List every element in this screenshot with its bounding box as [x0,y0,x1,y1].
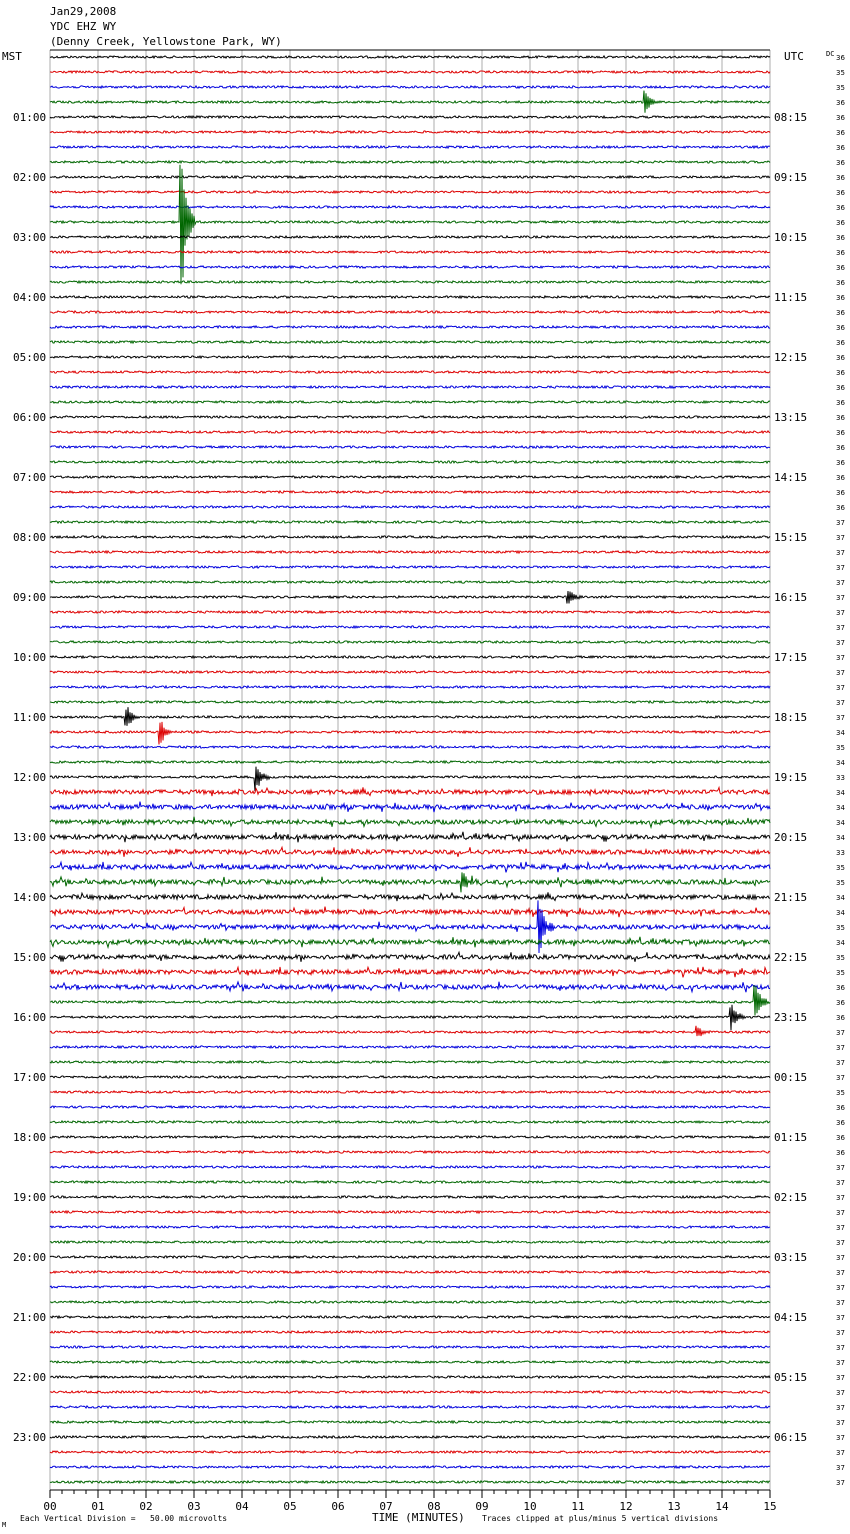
seismic-trace-row [50,206,770,208]
clip-note: Traces clipped at plus/minus 5 vertical divisions [482,1514,719,1523]
seismic-trace-row [50,591,770,603]
dc-value: 37 [836,654,845,662]
dc-value: 36 [836,429,845,437]
dc-value: 36 [836,174,845,182]
seismic-trace-row [50,161,770,163]
right-hour-label: 06:15 [774,1431,808,1444]
seismic-trace-row [50,1166,770,1168]
seismic-trace-row [50,707,770,726]
dc-value: 36 [836,1119,845,1127]
seismic-trace-row [50,1376,770,1378]
dc-value: 36 [836,249,845,257]
dc-value: 36 [836,219,845,227]
dc-value: 36 [836,99,845,107]
right-hour-label: 02:15 [774,1191,808,1204]
seismic-trace-row [50,1481,770,1483]
seismic-trace-row [50,907,770,918]
seismic-trace-row [50,1076,770,1078]
left-hour-label: 05:00 [13,351,47,364]
dc-value: 36 [836,324,845,332]
dc-value: 35 [836,69,845,77]
left-hour-label: 19:00 [13,1191,47,1204]
x-tick-label: 08 [427,1500,441,1513]
seismic-trace-row [50,1026,770,1036]
seismic-trace-row [50,191,770,193]
seismic-trace-row [50,1451,770,1453]
dc-value: 36 [836,204,845,212]
seismic-trace-row [50,146,770,148]
dc-value: 36 [836,1134,845,1142]
dc-value: 37 [836,1044,845,1052]
seismic-trace-row [50,236,770,238]
seismic-trace-row [50,71,770,73]
seismic-trace-row [50,1331,770,1333]
seismic-trace-row [50,326,770,328]
seismic-trace-row [50,1271,770,1273]
x-tick-label: 10 [523,1500,537,1513]
dc-value: 37 [836,1254,845,1262]
dc-value: 36 [836,984,845,992]
seismic-trace-row [50,611,770,613]
right-timezone-label: UTC [784,50,804,63]
dc-value: 33 [836,774,845,782]
left-hour-label: 04:00 [13,291,47,304]
seismic-trace-row [50,761,770,763]
dc-value: 37 [836,1314,845,1322]
right-hour-label: 13:15 [774,411,808,424]
left-hour-label: 01:00 [13,111,47,124]
dc-value: 37 [836,1164,845,1172]
seismic-trace-row [50,521,770,523]
left-hour-label: 21:00 [13,1311,47,1324]
seismic-trace-row [50,1046,770,1048]
right-hour-label: 19:15 [774,771,808,784]
left-hour-label: 20:00 [13,1251,47,1264]
seismic-trace-row [50,116,770,118]
right-hour-label: 23:15 [774,1011,808,1024]
seismic-trace-row [50,131,770,133]
dc-value: 37 [836,639,845,647]
seismic-trace-row [50,251,770,253]
dc-value: 36 [836,459,845,467]
seismic-trace-row [50,967,770,978]
dc-value: 36 [836,294,845,302]
header-station: YDC EHZ WY [50,20,117,33]
seismic-trace-row [50,985,770,1015]
dc-value: 34 [836,789,845,797]
dc-value: 37 [836,699,845,707]
seismic-trace-row [50,341,770,343]
dc-value: 37 [836,1479,845,1487]
dc-value: 37 [836,1269,845,1277]
corner-mark: M [2,1521,7,1529]
dc-value: 36 [836,129,845,137]
dc-value: 35 [836,84,845,92]
seismic-trace-row [50,1151,770,1153]
seismic-trace-row [50,1256,770,1258]
dc-value: 36 [836,279,845,287]
header-location: (Denny Creek, Yellowstone Park, WY) [50,35,282,48]
seismic-trace-row [50,1361,770,1363]
dc-value: 37 [836,1029,845,1037]
x-tick-label: 03 [187,1500,201,1513]
seismic-trace-row [50,446,770,448]
seismic-trace-row [50,566,770,568]
dc-value: 36 [836,1104,845,1112]
left-hour-label: 22:00 [13,1371,47,1384]
dc-value: 36 [836,474,845,482]
seismic-trace-row [50,1005,770,1030]
dc-value: 37 [836,1419,845,1427]
seismic-trace-row [50,872,770,892]
x-tick-label: 00 [43,1500,57,1513]
seismic-trace-row [50,551,770,553]
seismic-trace-row [50,1406,770,1408]
seismic-trace-row [50,1436,770,1438]
seismic-trace-row [50,416,770,418]
left-hour-label: 08:00 [13,531,47,544]
seismic-trace-row [50,701,770,703]
right-hour-label: 11:15 [774,291,808,304]
dc-value: 37 [836,624,845,632]
seismic-trace-row [50,817,770,828]
dc-value: 37 [836,549,845,557]
x-tick-label: 14 [715,1500,729,1513]
dc-value: 34 [836,759,845,767]
left-hour-label: 06:00 [13,411,47,424]
dc-value: 34 [836,894,845,902]
x-tick-label: 05 [283,1500,297,1513]
right-hour-label: 22:15 [774,951,808,964]
right-hour-label: 04:15 [774,1311,808,1324]
x-axis-title: TIME (MINUTES) [372,1511,465,1524]
seismic-trace-row [50,461,770,463]
x-tick-label: 12 [619,1500,633,1513]
seismic-trace-row [50,266,770,268]
dc-value: 37 [836,609,845,617]
dc-value: 37 [836,1434,845,1442]
dc-value: 37 [836,1284,845,1292]
dc-value: 37 [836,1179,845,1187]
right-hour-label: 17:15 [774,651,808,664]
dc-value: 37 [836,1344,845,1352]
left-timezone-label: MST [2,50,22,63]
seismic-trace-row [50,686,770,688]
right-hour-label: 00:15 [774,1071,808,1084]
dc-value: 37 [836,594,845,602]
dc-value: 35 [836,969,845,977]
dc-value: 35 [836,744,845,752]
dc-value: 37 [836,669,845,677]
seismic-trace-row [50,1301,770,1303]
seismic-trace-row [50,937,770,948]
seismic-trace-row [50,56,770,58]
dc-value: 37 [836,1359,845,1367]
dc-value: 37 [836,1194,845,1202]
right-hour-label: 10:15 [774,231,808,244]
dc-value: 37 [836,1464,845,1472]
x-tick-label: 02 [139,1500,153,1513]
seismic-trace-row [50,1226,770,1228]
seismic-trace-row [50,1241,770,1243]
header-date: Jan29,2008 [50,5,117,18]
seismic-trace-row [50,1421,770,1423]
dc-value: 36 [836,504,845,512]
dc-value: 37 [836,519,845,527]
seismic-trace-row [50,491,770,493]
seismic-trace-row [50,1346,770,1348]
left-hour-label: 03:00 [13,231,47,244]
x-tick-label: 06 [331,1500,345,1513]
seismic-trace-row [50,671,770,673]
dc-value: 36 [836,399,845,407]
seismic-trace-row [50,1061,770,1063]
left-hour-label: 07:00 [13,471,47,484]
seismic-trace-row [50,832,770,843]
dc-value: 34 [836,834,845,842]
seismic-trace-row [50,296,770,298]
dc-value: 36 [836,114,845,122]
dc-value: 36 [836,234,845,242]
left-hour-label: 12:00 [13,771,47,784]
right-hour-label: 09:15 [774,171,808,184]
x-tick-label: 15 [763,1500,777,1513]
seismic-trace-row [50,356,770,358]
seismic-trace-row [50,1196,770,1198]
x-tick-label: 13 [667,1500,681,1513]
dc-value: 36 [836,264,845,272]
seismic-trace-row [50,892,770,901]
dc-value: 34 [836,939,845,947]
seismic-trace-row [50,431,770,433]
dc-value: 36 [836,1014,845,1022]
seismic-trace-row [50,656,770,658]
dc-value: 36 [836,489,845,497]
seismic-trace-row [50,371,770,373]
seismic-trace-row [50,401,770,403]
left-hour-label: 02:00 [13,171,47,184]
dc-value: 34 [836,819,845,827]
dc-value: 37 [836,1209,845,1217]
dc-value: 37 [836,1374,845,1382]
x-tick-label: 04 [235,1500,249,1513]
left-hour-label: 13:00 [13,831,47,844]
dc-value: 37 [836,534,845,542]
dc-value: 37 [836,684,845,692]
dc-value: 37 [836,579,845,587]
dc-value: 36 [836,339,845,347]
seismic-trace-row [50,722,770,745]
seismic-trace-row [50,641,770,643]
dc-value: 34 [836,729,845,737]
left-hour-label: 18:00 [13,1131,47,1144]
left-hour-label: 14:00 [13,891,47,904]
seismic-trace-row [50,1121,770,1123]
dc-value: 37 [836,564,845,572]
seismic-trace-row [50,952,770,962]
dc-value: 36 [836,189,845,197]
seismic-trace-row [50,1106,770,1108]
right-hour-label: 16:15 [774,591,808,604]
dc-value: 36 [836,144,845,152]
dc-value: 35 [836,864,845,872]
x-tick-label: 07 [379,1500,393,1513]
left-hour-label: 17:00 [13,1071,47,1084]
dc-value: 37 [836,1389,845,1397]
seismic-trace-row [50,802,770,813]
right-hour-label: 03:15 [774,1251,808,1264]
left-hour-label: 23:00 [13,1431,47,1444]
dc-value: 37 [836,1404,845,1412]
right-hour-label: 21:15 [774,891,808,904]
right-hour-label: 01:15 [774,1131,808,1144]
seismic-trace-row [50,176,770,178]
right-hour-label: 08:15 [774,111,808,124]
right-hour-label: 14:15 [774,471,808,484]
dc-value: 37 [836,1299,845,1307]
seismic-trace-row [50,1181,770,1183]
seismic-trace-row [50,1286,770,1288]
dc-value: 36 [836,1149,845,1157]
x-tick-label: 11 [571,1500,585,1513]
dc-value: 37 [836,714,845,722]
seismic-trace-row [50,386,770,388]
right-hour-label: 15:15 [774,531,808,544]
seismic-trace-row [50,1091,770,1093]
x-tick-label: 09 [475,1500,489,1513]
dc-value: 37 [836,1239,845,1247]
dc-value: 35 [836,954,845,962]
seismic-trace-row [50,1136,770,1138]
right-hour-label: 12:15 [774,351,808,364]
dc-value: 36 [836,54,845,62]
dc-value: 36 [836,999,845,1007]
dc-value: 36 [836,369,845,377]
seismic-trace-row [50,536,770,538]
seismic-trace-row [50,311,770,313]
left-hour-label: 15:00 [13,951,47,964]
dc-value: 35 [836,1089,845,1097]
dc-value: 36 [836,354,845,362]
dc-value: 37 [836,1074,845,1082]
seismic-trace-row [50,767,770,792]
dc-value: 34 [836,804,845,812]
left-hour-label: 09:00 [13,591,47,604]
dc-value: 37 [836,1224,845,1232]
dc-value: 36 [836,309,845,317]
left-hour-label: 16:00 [13,1011,47,1024]
seismic-trace-row [50,626,770,628]
dc-column-label: DC [826,50,835,58]
left-hour-label: 11:00 [13,711,47,724]
seismic-trace-row [50,91,770,113]
seismic-trace-row [50,982,770,993]
seismic-trace-row [50,1211,770,1213]
seismic-trace-row [50,165,770,284]
dc-value: 36 [836,384,845,392]
seismic-trace-row [50,787,770,796]
dc-value: 37 [836,1449,845,1457]
x-tick-label: 01 [91,1500,105,1513]
seismic-trace-row [50,746,770,748]
seismic-trace-row [50,506,770,508]
dc-value: 33 [836,849,845,857]
right-hour-label: 18:15 [774,711,808,724]
dc-value: 35 [836,924,845,932]
seismic-trace-row [50,86,770,88]
seismic-trace-row [50,1391,770,1393]
right-hour-label: 20:15 [774,831,808,844]
dc-value: 36 [836,444,845,452]
dc-value: 34 [836,909,845,917]
scale-note: Each Vertical Division = 50.00 microvolts [20,1514,228,1523]
seismic-trace-row [50,1466,770,1468]
right-hour-label: 05:15 [774,1371,808,1384]
seismic-trace-row [50,476,770,478]
seismic-trace-row [50,862,770,873]
seismic-trace-row [50,847,770,857]
seismic-trace-row [50,581,770,583]
dc-value: 36 [836,159,845,167]
dc-value: 35 [836,879,845,887]
seismic-trace-row [50,281,770,283]
dc-value: 36 [836,414,845,422]
dc-value: 37 [836,1059,845,1067]
dc-value: 37 [836,1329,845,1337]
seismic-trace-row [50,1316,770,1318]
left-hour-label: 10:00 [13,651,47,664]
